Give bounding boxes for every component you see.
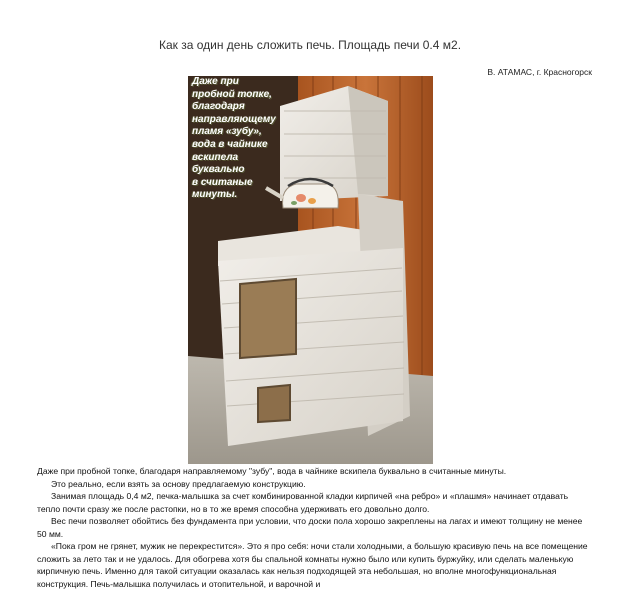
photo-caption: Даже при пробной топке, благодаря направляемому "зубу", вода в чайнике вскипела буквально в считанные минуты. [37,466,507,476]
article-paragraph: Занимая площадь 0,4 м2, печка-малышка за счет комбинированной кладки кирпичей «на ребро» и «плашмя» начинает отдавать тепло почти сразу же после растопки, но в то же время способна удерживать его довольно долго. [37,491,569,514]
firebox-door [240,279,296,358]
article-paragraph: «Пока гром не грянет, мужик не перекрестится». Это я про себя: ночи стали холодными, а большую красивую печь на все помещение сложить за лето так и не удалось. Для обогрева хотя бы спальной комнаты нужно было или купить буржуйку, или сделать маленькую кирпичную печь. Именно для такой ситуации оказалась как нельзя подходящей эта небольшая, но вполне многофункциональная конструкция. Печь-малышка получилась и отопительной, и варочной и [37,541,588,589]
author-byline: В. АТАМАС, г. Красногорск [487,67,592,77]
photo-caption-overlay: Даже при пробной топке, благодаря направляющему пламя «зубу», вода в чайнике вскипела буквально в считаные минуты. [192,76,276,201]
ash-door [258,385,290,422]
article-paragraph: Это реально, если взять за основу предлагаемую конструкцию. [51,478,306,489]
article-paragraph: Вес печи позволяет обойтись без фундамента при условии, что доски пола хорошо закреплены на лагах и имеют толщину не менее 50 мм. [37,516,583,539]
stove-photo [188,76,433,464]
article-body [37,465,592,590]
page-title: Как за один день сложить печь. Площадь печи 0.4 м2. [158,38,462,52]
